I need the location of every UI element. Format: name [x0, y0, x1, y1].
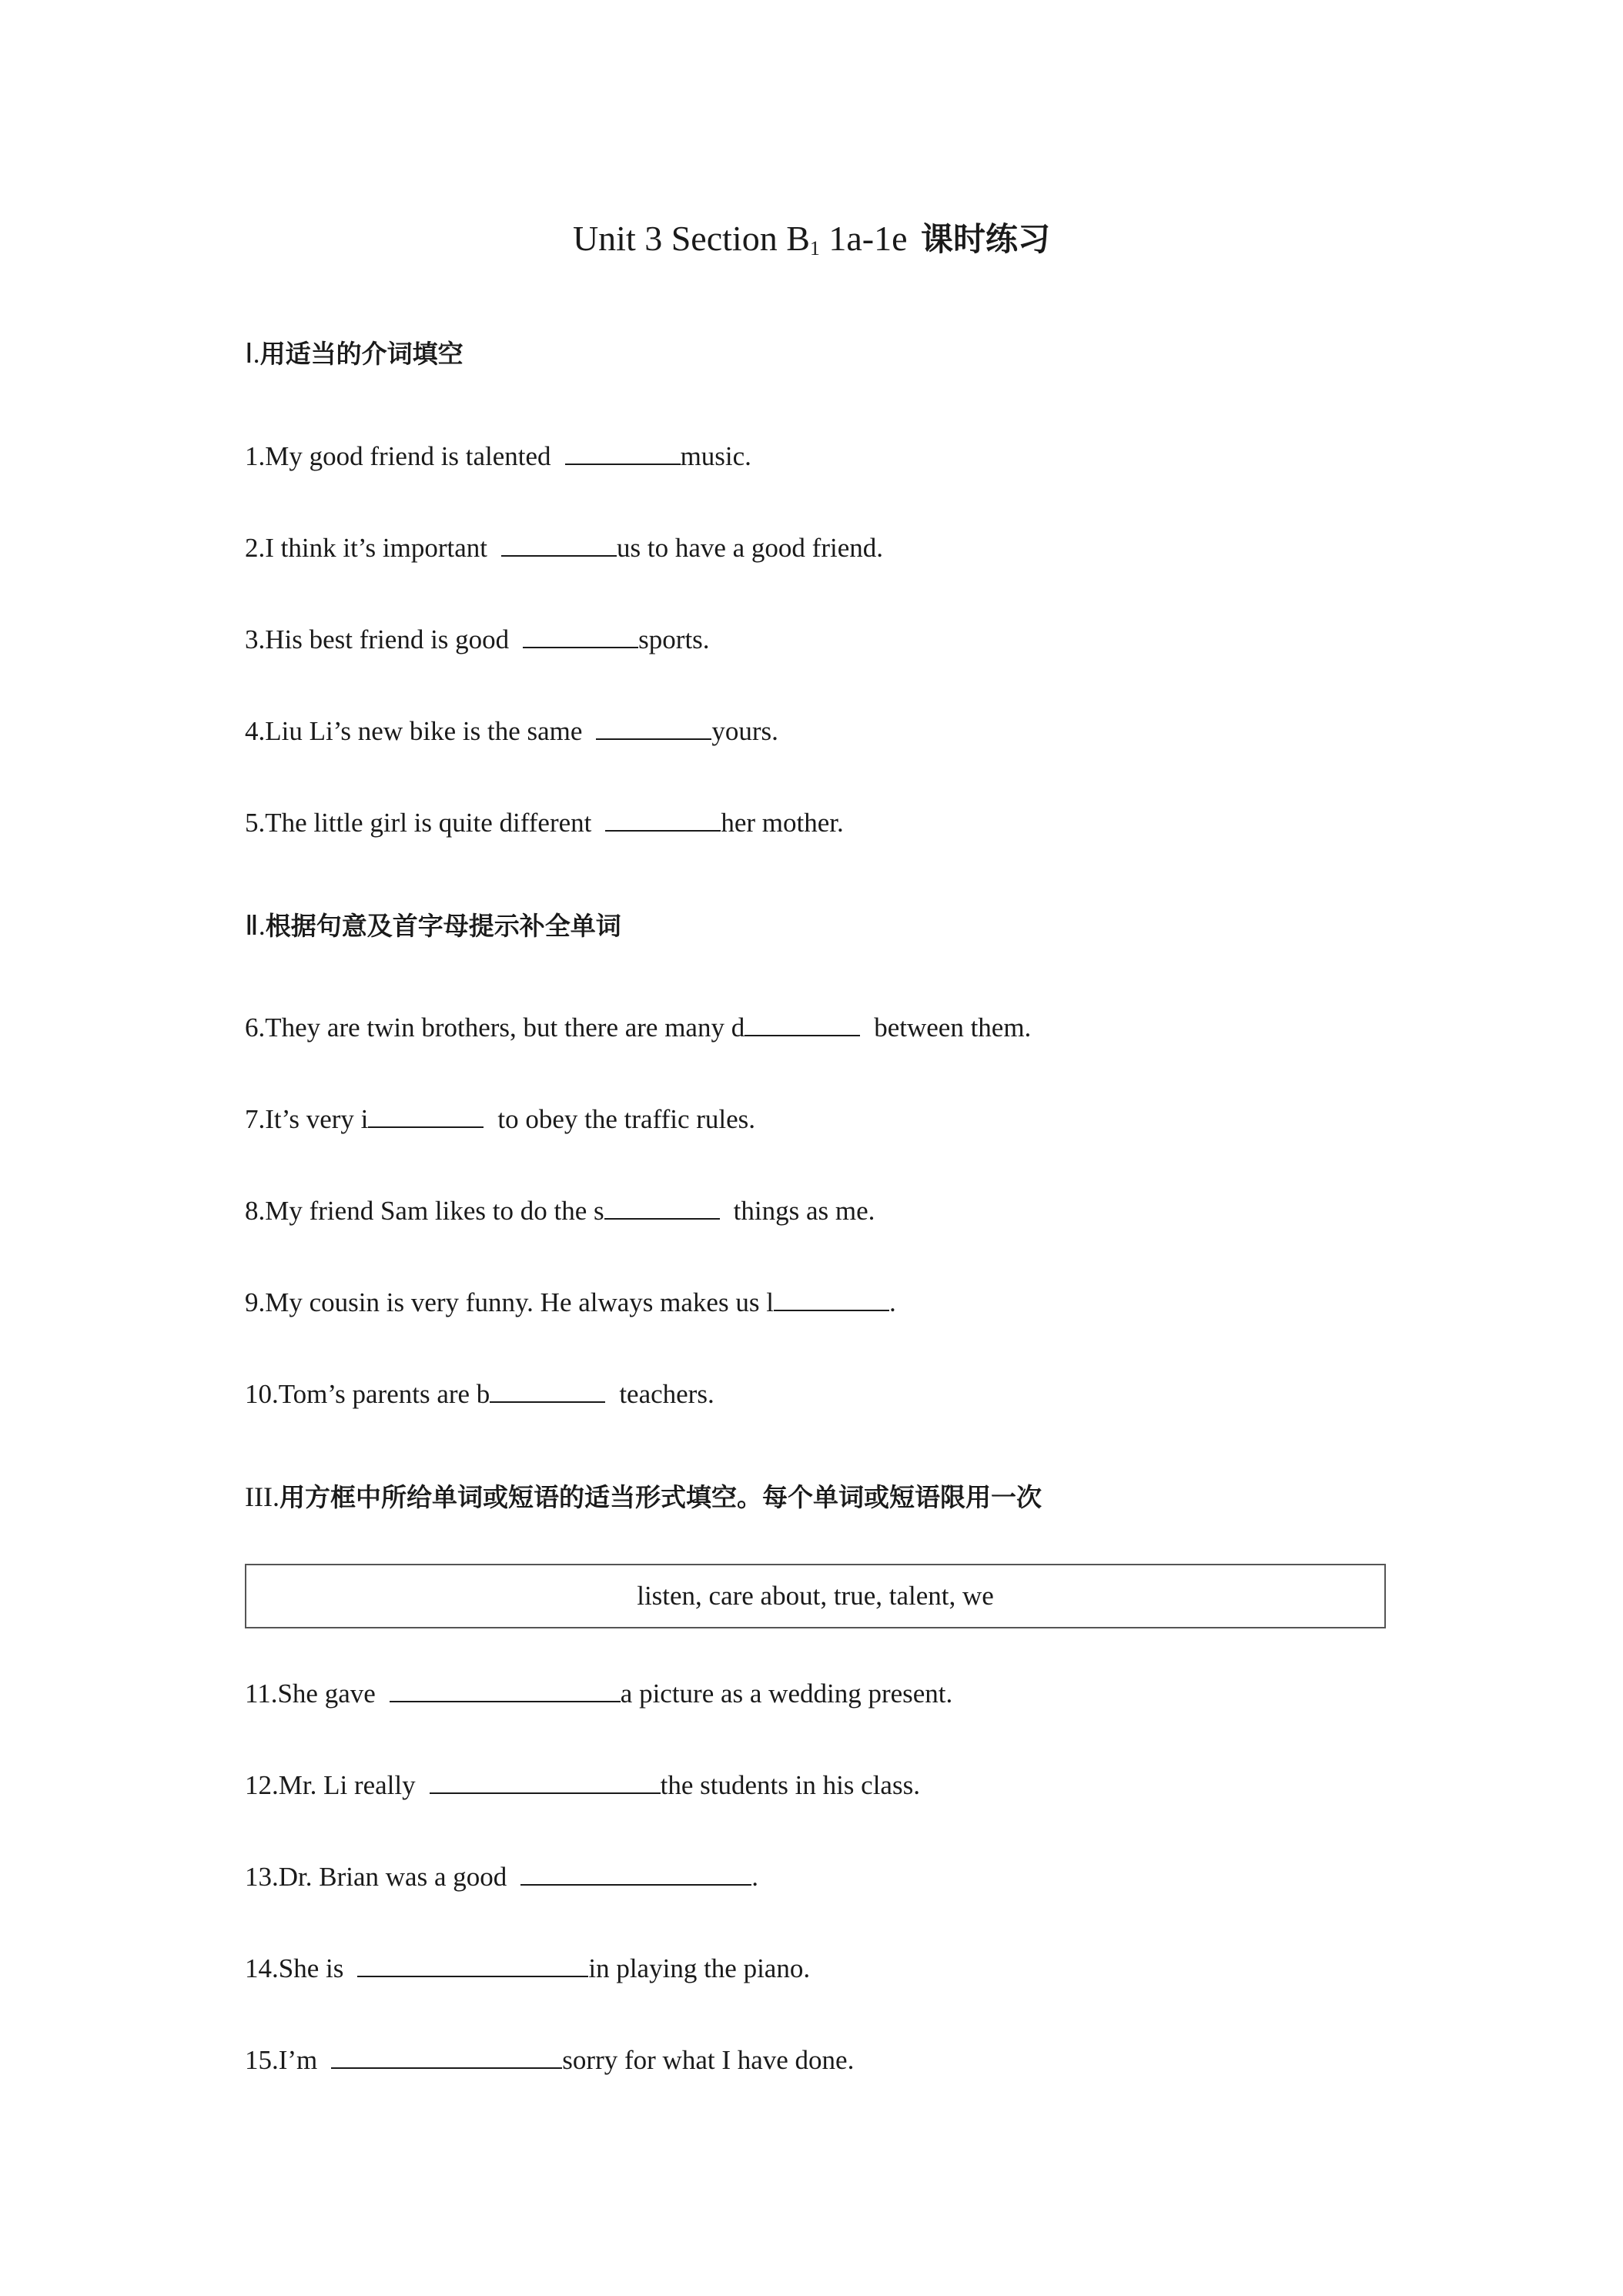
question-5	[245, 806, 844, 840]
question-text: 1.My good friend is talented	[245, 441, 551, 471]
question-1	[245, 440, 751, 474]
question-6	[245, 1011, 1031, 1045]
answer-blank[interactable]	[501, 532, 617, 557]
page-title	[0, 216, 1623, 263]
section-heading-text: 根据句意及首字母提示补全单词	[265, 911, 621, 941]
answer-blank[interactable]	[390, 1678, 621, 1702]
question-3	[245, 623, 710, 657]
question-text: 10.Tom’s parents are b	[245, 1379, 490, 1409]
answer-blank[interactable]	[774, 1287, 889, 1311]
question-text: 11.She gave	[245, 1678, 376, 1709]
title-range: 1a-1e	[819, 219, 908, 258]
question-text: in playing the piano.	[588, 1953, 811, 1983]
section-number: III.	[245, 1481, 279, 1512]
answer-blank[interactable]	[368, 1103, 484, 1128]
question-text: 14.She is	[245, 1953, 344, 1983]
question-14	[245, 1952, 810, 1986]
question-text: yours.	[711, 716, 778, 746]
answer-blank[interactable]	[604, 1195, 720, 1220]
question-text: 4.Liu Li’s new bike is the same	[245, 716, 583, 746]
question-text: 2.I think it’s important	[245, 533, 487, 563]
section-heading-text: 用方框中所给单词或短语的适当形式填空。每个单词或短语限用一次	[279, 1482, 1042, 1512]
question-12	[245, 1769, 920, 1802]
section-number: Ⅰ.	[245, 338, 260, 369]
question-8	[245, 1194, 875, 1228]
title-subscript: 1	[809, 237, 820, 259]
answer-blank[interactable]	[430, 1769, 661, 1794]
word-box	[245, 1564, 1386, 1628]
question-text: 12.Mr. Li really	[245, 1770, 416, 1800]
section-number: Ⅱ.	[245, 910, 266, 941]
question-text: 6.They are twin brothers, but there are many d	[245, 1012, 745, 1043]
answer-blank[interactable]	[745, 1012, 860, 1036]
answer-blank[interactable]	[605, 807, 721, 832]
answer-blank[interactable]	[565, 440, 681, 465]
question-11	[245, 1677, 952, 1711]
question-text: teachers.	[619, 1379, 714, 1409]
question-text: the students in his class.	[660, 1770, 920, 1800]
question-text: between them.	[874, 1012, 1032, 1043]
question-text: 7.It’s very i	[245, 1104, 369, 1134]
question-text: 15.I’m	[245, 2045, 318, 2075]
question-text: her mother.	[721, 808, 844, 838]
question-text: us to have a good friend.	[616, 533, 884, 563]
question-text: a picture as a wedding present.	[620, 1678, 953, 1709]
answer-blank[interactable]	[331, 2044, 562, 2069]
question-13	[245, 1860, 758, 1894]
title-cn: 课时练习	[921, 220, 1051, 258]
question-text: 9.My cousin is very funny. He always makes us l	[245, 1287, 774, 1317]
answer-blank[interactable]	[520, 1861, 751, 1886]
question-4	[245, 715, 778, 748]
question-text: .	[751, 1862, 758, 1892]
question-text: 5.The little girl is quite different	[245, 808, 592, 838]
section-1-heading	[245, 336, 463, 371]
question-text: 13.Dr. Brian was a good	[245, 1862, 507, 1892]
question-15	[245, 2043, 854, 2077]
question-text: sports.	[638, 624, 710, 654]
answer-blank[interactable]	[357, 1953, 588, 1977]
answer-blank[interactable]	[596, 715, 711, 740]
section-heading-text: 用适当的介词填空	[259, 339, 463, 369]
title-main: Unit 3 Section B	[572, 219, 810, 258]
answer-blank[interactable]	[490, 1378, 605, 1403]
section-3-heading	[245, 1480, 1042, 1514]
question-7	[245, 1103, 755, 1136]
question-text: 8.My friend Sam likes to do the s	[245, 1196, 604, 1226]
question-text: music.	[680, 441, 751, 471]
question-text: things as me.	[733, 1196, 875, 1226]
word-box-text: listen, care about, true, talent, we	[637, 1581, 994, 1611]
question-text: to obey the traffic rules.	[497, 1104, 756, 1134]
answer-blank[interactable]	[523, 624, 638, 648]
question-9	[245, 1286, 896, 1320]
question-text: .	[888, 1287, 896, 1317]
question-text: 3.His best friend is good	[245, 624, 510, 654]
question-10	[245, 1377, 714, 1411]
question-text: sorry for what I have done.	[562, 2045, 855, 2075]
section-2-heading	[245, 909, 621, 943]
question-2	[245, 531, 883, 565]
